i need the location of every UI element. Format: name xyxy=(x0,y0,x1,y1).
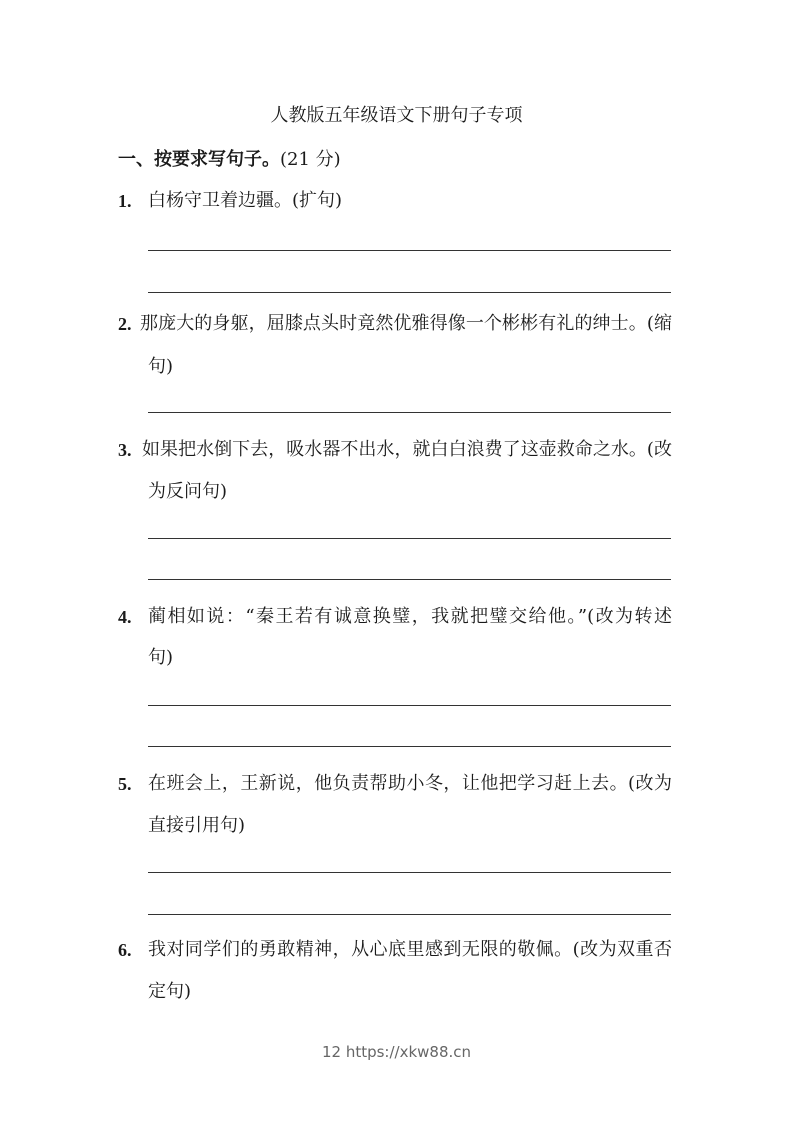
question-text-continued: 直接引用句) xyxy=(148,815,246,836)
answer-line[interactable] xyxy=(148,538,671,539)
document-title: 人教版五年级语文下册句子专项 xyxy=(270,105,523,126)
question-text: 如果把水倒下去，吸水器不出水，就白白浪费了这壶救命之水。(改 xyxy=(142,439,672,460)
question-number: 3. xyxy=(118,440,132,460)
question-text: 我对同学们的勇敢精神，从心底里感到无限的敬佩。(改为双重否 xyxy=(148,939,672,960)
answer-line[interactable] xyxy=(148,412,671,413)
answer-line[interactable] xyxy=(148,579,671,580)
section-heading xyxy=(118,149,341,171)
question-number: 5. xyxy=(118,774,132,794)
question-number: 2. xyxy=(118,314,132,334)
answer-line[interactable] xyxy=(148,705,671,706)
answer-line[interactable] xyxy=(148,250,671,251)
section-heading-text: 一、按要求写句子。 xyxy=(118,149,280,170)
question-text-continued: 定句) xyxy=(148,981,192,1002)
answer-line[interactable] xyxy=(148,292,671,293)
question-text: 那庞大的身躯，屈膝点头时竟然优雅得像一个彬彬有礼的绅士。(缩 xyxy=(140,313,672,334)
question-text: 在班会上，王新说，他负责帮助小冬，让他把学习赶上去。(改为 xyxy=(148,773,672,794)
question-text-continued: 为反问句) xyxy=(148,481,228,502)
question-text-continued: 句) xyxy=(148,647,174,668)
section-score: (21 分) xyxy=(280,149,341,170)
question-number: 6. xyxy=(118,940,132,960)
page-footer: 12 https://xkw88.cn xyxy=(321,1043,472,1061)
answer-line[interactable] xyxy=(148,914,671,915)
question-text-continued: 句) xyxy=(148,356,174,377)
question-number: 4. xyxy=(118,607,132,627)
question-text: 蔺相如说：“秦王若有诚意换璧，我就把璧交给他。”(改为转述 xyxy=(148,606,672,627)
answer-line[interactable] xyxy=(148,746,671,747)
answer-line[interactable] xyxy=(148,872,671,873)
question-number: 1. xyxy=(118,191,132,211)
question-text: 白杨守卫着边疆。(扩句) xyxy=(148,190,343,211)
